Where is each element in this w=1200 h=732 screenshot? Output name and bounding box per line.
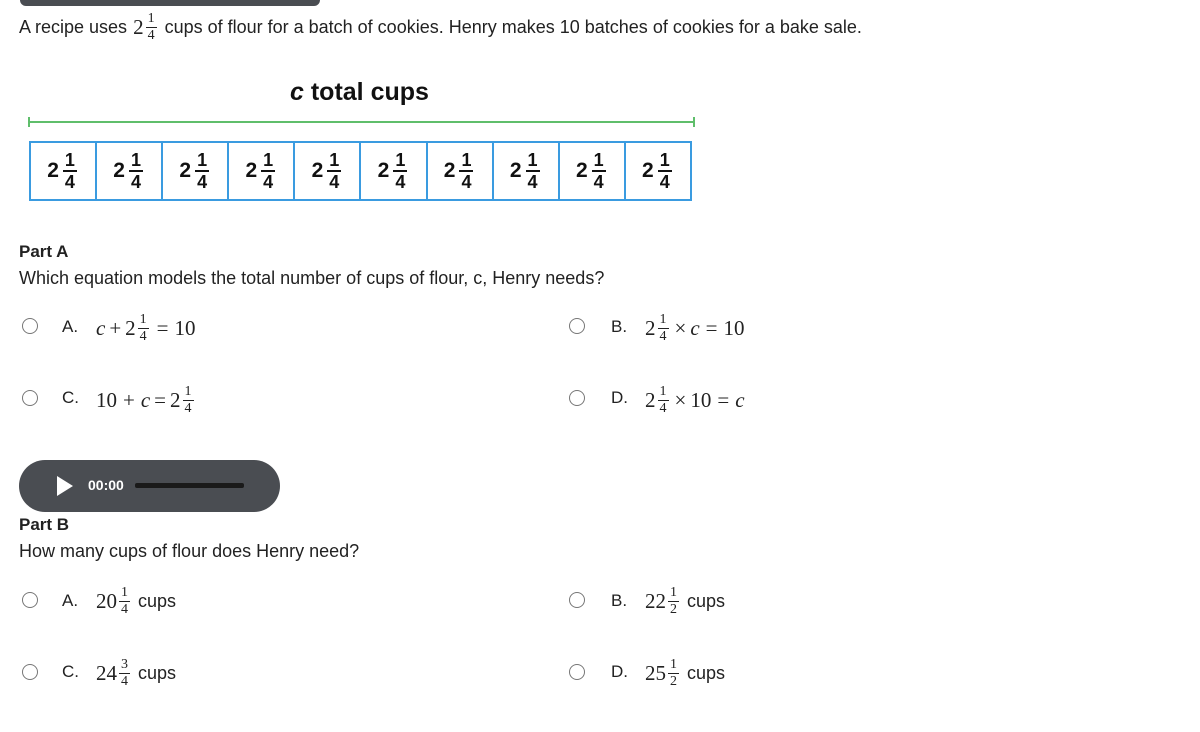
part-b-option-c-answer[interactable] [96, 658, 176, 689]
cell-whole: 2 [245, 159, 258, 182]
tape-cell [295, 143, 361, 199]
answer-numerator: 3 [121, 657, 128, 672]
part-a-label: Part A [19, 242, 69, 261]
total-bracket [28, 117, 695, 126]
cell-whole: 2 [575, 159, 588, 182]
tape-cell [361, 143, 427, 199]
cell-whole: 2 [113, 159, 125, 182]
intro-text-before: A recipe uses [19, 17, 128, 37]
cell-denominator: 4 [593, 172, 604, 192]
part-a-option-c-equation[interactable] [96, 385, 196, 416]
part-a-question: Which equation models the total number of cups of flour, c, Henry needs? [19, 268, 605, 288]
intro-denominator: 4 [147, 28, 155, 43]
eq-whole: 2 [125, 316, 136, 340]
answer-unit: cups [687, 663, 726, 683]
eq-numerator: 1 [184, 384, 192, 399]
tape-cell [626, 143, 690, 199]
audio-time: 00:00 [88, 477, 124, 493]
part-b-option-b-answer[interactable] [645, 586, 725, 617]
cell-numerator: 1 [461, 150, 472, 170]
eq-term: 10 [690, 388, 712, 412]
part-a-option-c-letter[interactable]: C. [62, 388, 79, 407]
cell-whole: 2 [642, 159, 654, 182]
play-icon[interactable] [57, 476, 73, 496]
answer-unit: cups [138, 663, 177, 683]
cell-whole: 2 [443, 159, 456, 182]
eq-term: 10 [723, 316, 745, 340]
part-a-option-d-letter[interactable]: D. [611, 388, 628, 407]
diagram-title-text: total cups [303, 78, 429, 106]
cell-denominator: 4 [527, 172, 538, 192]
part-a-option-b-letter[interactable]: B. [611, 317, 628, 336]
part-b-question: How many cups of flour does Henry need? [19, 541, 360, 561]
cell-denominator: 4 [130, 172, 141, 192]
tape-cell [163, 143, 229, 199]
audio-player [19, 460, 280, 512]
eq-operator: = [156, 316, 169, 340]
cell-denominator: 4 [329, 172, 340, 192]
part-b-option-a-letter[interactable]: A. [62, 591, 79, 610]
cell-whole: 2 [509, 159, 522, 182]
part-a-option-a-letter[interactable]: A. [62, 317, 79, 336]
part-a-option-d-equation[interactable] [645, 385, 745, 416]
answer-denominator: 4 [121, 674, 128, 689]
eq-operator: = [154, 388, 167, 412]
part-a-option-c-radio[interactable] [22, 390, 38, 406]
part-a-option-d-radio[interactable] [569, 390, 585, 406]
cell-whole: 2 [377, 159, 390, 182]
part-b-option-b-letter[interactable]: B. [611, 591, 628, 610]
cell-whole: 2 [179, 159, 192, 182]
intro-whole: 2 [133, 15, 144, 39]
answer-unit: cups [687, 591, 726, 611]
intro-mixed-number [133, 12, 159, 43]
tape-diagram [29, 141, 692, 201]
tape-cell [97, 143, 163, 199]
cell-numerator: 1 [197, 150, 208, 170]
eq-whole: 2 [645, 388, 656, 412]
cell-whole: 2 [47, 159, 59, 182]
problem-statement [19, 12, 862, 43]
eq-operator: + [109, 316, 122, 340]
cell-numerator: 1 [64, 150, 75, 170]
tape-cell [560, 143, 626, 199]
eq-operator: × [674, 388, 687, 412]
part-b-option-d-letter[interactable]: D. [611, 662, 628, 681]
part-b-option-b-radio[interactable] [569, 592, 585, 608]
audio-progress-track[interactable] [135, 483, 244, 488]
part-b-option-c-letter[interactable]: C. [62, 662, 79, 681]
cell-denominator: 4 [197, 172, 208, 192]
cell-whole: 2 [311, 159, 324, 182]
cell-numerator: 1 [659, 150, 670, 170]
part-b-option-d-answer[interactable] [645, 658, 725, 689]
cell-numerator: 1 [593, 150, 604, 170]
tape-cell [229, 143, 295, 199]
part-a-option-a-radio[interactable] [22, 318, 38, 334]
cell-denominator: 4 [395, 172, 406, 192]
answer-whole: 25 [645, 661, 666, 685]
tape-cell [494, 143, 560, 199]
eq-term: c [140, 388, 151, 412]
answer-denominator: 2 [670, 674, 677, 689]
part-b-label: Part B [19, 515, 70, 534]
cell-denominator: 4 [659, 172, 670, 192]
intro-numerator: 1 [147, 11, 155, 26]
eq-operator: + [123, 388, 135, 412]
cell-numerator: 1 [329, 150, 340, 170]
cell-numerator: 1 [395, 150, 406, 170]
eq-denominator: 4 [139, 329, 147, 344]
cell-denominator: 4 [64, 172, 75, 192]
eq-numerator: 1 [659, 312, 667, 327]
part-b-option-d-radio[interactable] [569, 664, 585, 680]
answer-whole: 22 [645, 589, 666, 613]
answer-numerator: 1 [121, 585, 128, 600]
cell-numerator: 1 [263, 150, 274, 170]
eq-operator: = [705, 316, 718, 340]
part-b-option-a-radio[interactable] [22, 592, 38, 608]
eq-denominator: 4 [659, 329, 667, 344]
part-a-option-a-equation[interactable] [96, 313, 196, 344]
intro-text-after: cups of flour for a batch of cookies. Henry makes 10 batches of cookies for a bake sale. [164, 17, 862, 37]
tape-cell [31, 143, 97, 199]
part-a-option-b-equation[interactable] [645, 313, 745, 344]
eq-term: 10 [96, 388, 117, 412]
answer-denominator: 2 [670, 602, 677, 617]
cell-numerator: 1 [527, 150, 538, 170]
eq-whole: 2 [170, 388, 181, 412]
part-a-option-b-radio[interactable] [569, 318, 585, 334]
eq-term: 10 [174, 316, 196, 340]
answer-numerator: 1 [670, 657, 677, 672]
eq-denominator: 4 [659, 401, 667, 416]
cell-denominator: 4 [263, 172, 274, 192]
part-b-option-c-radio[interactable] [22, 664, 38, 680]
part-b-option-a-answer[interactable] [96, 586, 176, 617]
eq-operator: × [674, 316, 687, 340]
tape-cell [428, 143, 494, 199]
eq-term: c [96, 316, 106, 340]
eq-denominator: 4 [184, 401, 192, 416]
intro-fraction [146, 12, 157, 43]
eq-whole: 2 [645, 316, 656, 340]
answer-numerator: 1 [670, 585, 677, 600]
answer-whole: 24 [96, 661, 117, 685]
answer-unit: cups [138, 591, 177, 611]
cell-denominator: 4 [461, 172, 472, 192]
eq-numerator: 1 [139, 312, 147, 327]
diagram-title-variable: c [290, 78, 304, 106]
cell-numerator: 1 [130, 150, 141, 170]
eq-term: c [735, 388, 745, 412]
eq-numerator: 1 [659, 384, 667, 399]
eq-term: c [690, 316, 700, 340]
answer-whole: 20 [96, 589, 117, 613]
eq-operator: = [717, 388, 730, 412]
audio-player-top-edge [20, 0, 320, 6]
answer-denominator: 4 [121, 602, 128, 617]
diagram-title [290, 78, 429, 107]
